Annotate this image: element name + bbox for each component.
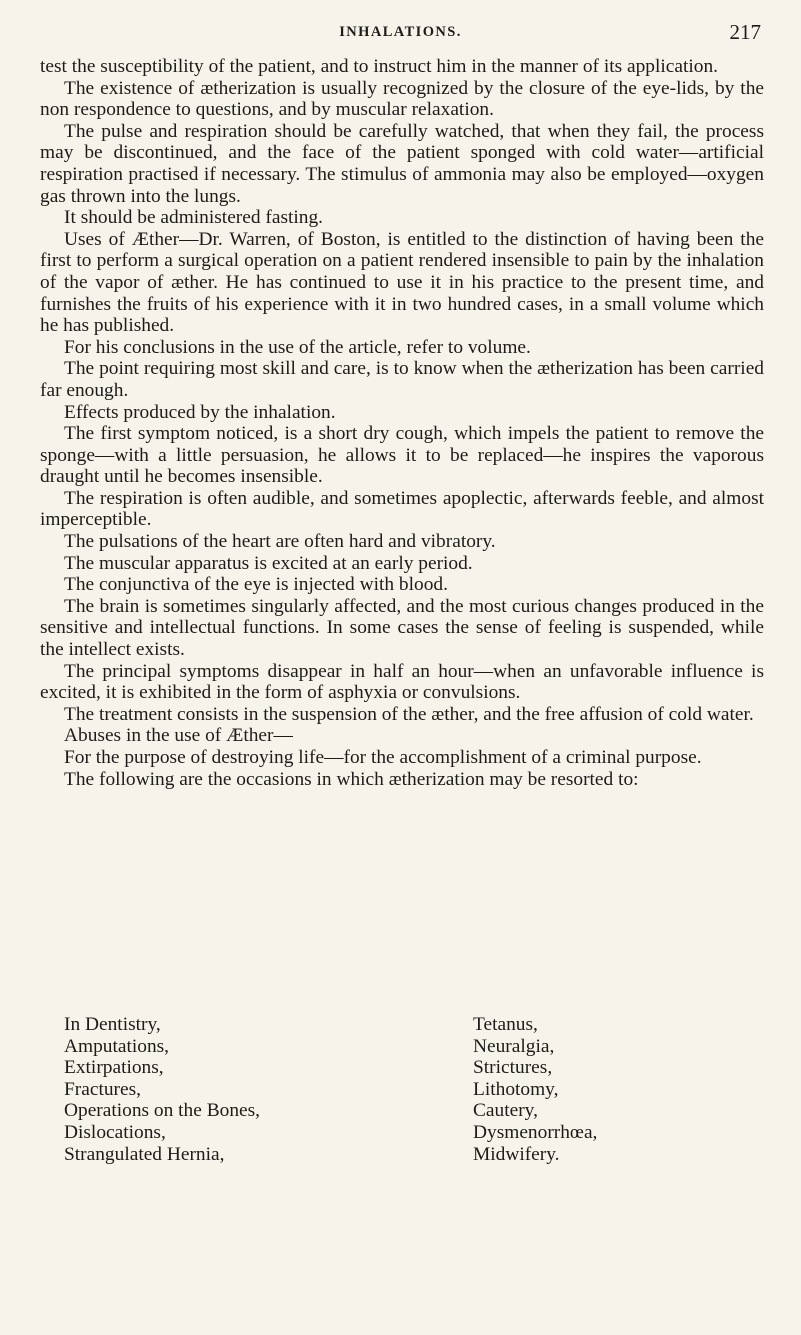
running-head: INHALATIONS. <box>339 24 462 40</box>
list-item: Fractures, <box>64 1078 141 1100</box>
paragraph: The principal symptoms disappear in half an hour—when an unfavorable influence is excited, it is exhibited in the form of asphyxia or convulsions. <box>40 660 764 704</box>
list-item: Dysmenorrhœa, <box>473 1121 598 1143</box>
list-item: In Dentistry, <box>64 1014 161 1035</box>
list-item: Cautery, <box>473 1100 538 1122</box>
paragraph: Uses of Æther—Dr. Warren, of Boston, is entitled to the distinction of having been the first to perform a surgical operation on a patient rendered insensible to pain by the inhalation of the vapor of æther. He has continued to use it in his practice to the present time, and furnishes the fruits of his experience with it in two hundred cases, in a small volume which he has published. <box>40 228 764 337</box>
paragraph: The brain is sometimes singularly affected, and the most curious changes produced in the sensitive and intellectual functions. In some cases the sense of feeling is suspended, while the intellect exists. <box>40 595 764 661</box>
list-item: Tetanus, <box>473 1014 538 1035</box>
paragraph: The point requiring most skill and care, is to know when the ætherization has been carried far enough. <box>40 358 764 401</box>
list-item: Strictures, <box>473 1057 553 1079</box>
paragraph: The pulsations of the heart are often hard and vibratory. <box>64 531 496 553</box>
page-number: 217 <box>729 20 761 44</box>
paragraph: It should be administered fasting. <box>64 207 324 229</box>
list-item: Neuralgia, <box>473 1035 555 1057</box>
paragraph: Abuses in the use of Æther— <box>64 725 293 747</box>
list-item: Amputations, <box>64 1035 170 1057</box>
list-item: Midwifery. <box>473 1143 560 1165</box>
occasions-column-right <box>473 1014 597 1165</box>
list-item: Dislocations, <box>64 1121 166 1143</box>
paragraph: Effects produced by the inhalation. <box>64 401 336 423</box>
paragraph: The respiration is often audible, and sometimes apoplectic, afterwards feeble, and almost imperceptible. <box>40 487 764 531</box>
body-text <box>40 56 764 790</box>
paragraph: test the susceptibility of the patient, and to instruct him in the manner of its application. <box>40 56 718 77</box>
paragraph: For his conclusions in the use of the article, refer to volume. <box>64 336 531 358</box>
paragraph: For the purpose of destroying life—for the accomplishment of a criminal purpose. <box>64 747 702 768</box>
paragraph: The first symptom noticed, is a short dry cough, which impels the patient to remove the sponge—with a little persuasion, he allows it to be replaced—he inspires the vaporous draught until he becomes insensible. <box>40 423 764 488</box>
paragraph: The following are the occasions in which ætherization may be resorted to: <box>64 768 639 790</box>
occasions-column-left <box>64 1014 260 1165</box>
list-item: Operations on the Bones, <box>64 1100 261 1122</box>
page-header <box>0 20 801 44</box>
paragraph: The treatment consists in the suspension of the æther, and the free affusion of cold water. <box>64 703 754 725</box>
list-item: Lithotomy, <box>473 1078 559 1100</box>
paragraph: The conjunctiva of the eye is injected with blood. <box>64 574 448 596</box>
list-item: Extirpations, <box>64 1057 164 1079</box>
paragraph: The muscular apparatus is excited at an early period. <box>64 552 473 574</box>
list-item: Strangulated Hernia, <box>64 1143 225 1165</box>
paragraph: The pulse and respiration should be carefully watched, that when they fail, the process may be discontinued, and the face of the patient sponged with cold water—artificial respiration practised if necessary. The stimulus of ammonia may also be employed—oxygen gas thrown into the lungs. <box>40 120 764 207</box>
paragraph: The existence of ætherization is usually recognized by the closure of the eye-lids, by the non respondence to questions, and by muscular relaxation. <box>40 77 764 121</box>
